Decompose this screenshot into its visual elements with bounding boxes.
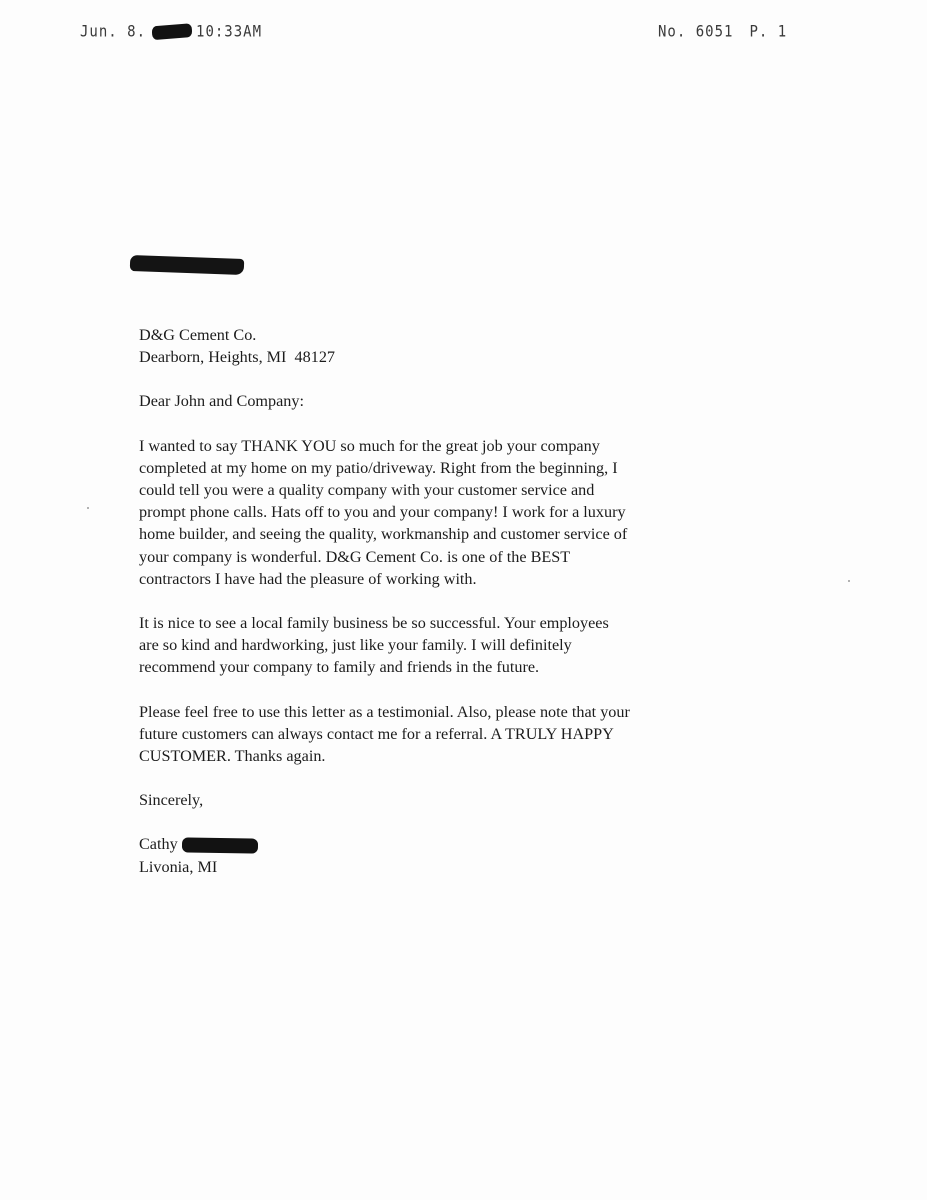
scan-speck: [87, 507, 89, 509]
recipient-name: D&G Cement Co.: [139, 326, 257, 344]
signer-location: Livonia, MI: [139, 857, 218, 876]
fax-timestamp: [80, 23, 262, 41]
redacted-last-name: [182, 838, 258, 854]
fax-page-number: P. 1: [749, 22, 788, 41]
fax-date: Jun. 8.: [80, 22, 147, 41]
fax-number: No. 6051: [658, 22, 734, 41]
redacted-year: [152, 23, 193, 40]
fax-header: [0, 20, 927, 48]
scan-speck: [848, 580, 850, 582]
recipient-address: Dearborn, Heights, MI 48127: [139, 348, 336, 367]
salutation: Dear John and Company:: [139, 392, 304, 411]
closing: Sincerely,: [139, 791, 204, 810]
paragraph-testimonial: Please feel free to use this letter as a testimonial. Also, please note that your future customers can always contact me for a referral. A TRULY HAPPY CUSTOMER. Thanks again.: [139, 702, 630, 766]
signature-name: [139, 833, 759, 855]
paragraph-family-business: It is nice to see a local family business be so successful. Your employees are so kind and hardworking, just like your family. I will definitely recommend your company to family and friends in the future.: [139, 614, 609, 677]
paragraph-thanks: I wanted to say THANK YOU so much for the great job your company completed at my home on my patio/driveway. Right from the beginning, I could tell you were a quality company with your customer service and prompt phone calls. Hats off to you and your company! I work for a luxury home builder, and seeing the quality, workmanship and customer service of your company is wonderful. D&G Cement Co. is one of the BEST contractors I have had the pleasure of working with.: [139, 436, 628, 588]
fax-time: 10:33AM: [196, 22, 263, 41]
redacted-letter-date: [130, 255, 244, 275]
letter-body: [139, 324, 759, 878]
signer-first-name: Cathy: [139, 835, 178, 854]
fax-page-info: [658, 23, 787, 41]
